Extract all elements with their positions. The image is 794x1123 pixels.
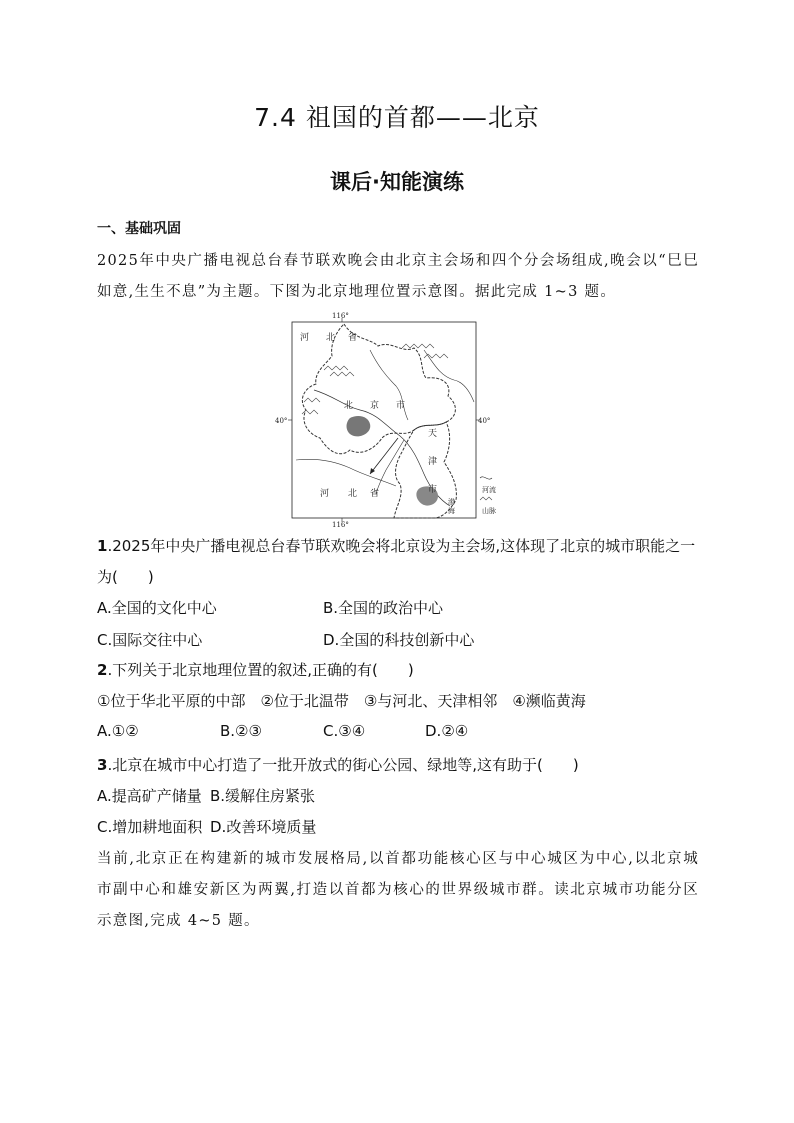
lon-label-bottom: 116° bbox=[332, 521, 349, 528]
svg-text:北: 北 bbox=[348, 489, 358, 499]
svg-text:渤: 渤 bbox=[448, 498, 455, 506]
lat-label-right: 40° bbox=[478, 417, 491, 425]
q1-option-b[interactable]: B.全国的政治中心 bbox=[323, 599, 444, 617]
svg-text:市: 市 bbox=[396, 401, 406, 411]
beijing-urban-area bbox=[347, 416, 371, 436]
q1-option-c[interactable]: C.国际交往中心 bbox=[97, 631, 203, 649]
svg-text:河: 河 bbox=[320, 489, 330, 499]
q2-statements: ①位于华北平原的中部 ②位于北温带 ③与河北、天津相邻 ④濒临黄海 bbox=[97, 692, 586, 710]
svg-text:省: 省 bbox=[348, 333, 358, 343]
page-subtitle: 课后·知能演练 bbox=[330, 170, 464, 194]
q3-option-b[interactable]: B.缓解住房紧张 bbox=[210, 787, 316, 805]
q2-option-b[interactable]: B.②③ bbox=[220, 722, 262, 740]
legend-mountain-label: 山脉 bbox=[482, 507, 496, 515]
question-1: 1.2025年中央广播电视总台春节联欢晚会将北京设为主会场,这体现了北京的城市职能之一为( ) bbox=[97, 537, 696, 586]
q2-option-a[interactable]: A.①② bbox=[97, 722, 139, 740]
q2-option-d[interactable]: D.②④ bbox=[425, 722, 469, 740]
question-2: 2.下列关于北京地理位置的叙述,正确的有( ) bbox=[97, 661, 414, 679]
intro-paragraph-2: 当前,北京正在构建新的城市发展格局,以首都功能核心区与中心城区为中心,以北京城市副中心和雄安新区为两翼,打造以首都为核心的世界级城市群。读北京城市功能分区示意图,完成 4~5 题。 bbox=[97, 851, 699, 929]
svg-text:天: 天 bbox=[428, 429, 438, 439]
svg-text:北: 北 bbox=[326, 333, 336, 343]
intro-paragraph-1: 2025年中央广播电视总台春节联欢晚会由北京主会场和四个分会场组成,晚会以“巳巳如意,生生不息”为主题。下图为北京地理位置示意图。据此完成 1~3 题。 bbox=[97, 253, 699, 300]
legend-river-symbol bbox=[480, 477, 492, 479]
svg-text:北: 北 bbox=[344, 401, 354, 411]
river-3 bbox=[296, 459, 396, 486]
svg-text:津: 津 bbox=[428, 457, 438, 467]
page-title: 7.4 祖国的首都——北京 bbox=[254, 103, 540, 132]
svg-text:海: 海 bbox=[448, 507, 455, 515]
svg-text:京: 京 bbox=[370, 401, 380, 411]
beijing-location-map bbox=[274, 310, 500, 528]
q1-option-a[interactable]: A.全国的文化中心 bbox=[97, 599, 217, 617]
svg-text:省: 省 bbox=[370, 489, 380, 499]
q3-option-a[interactable]: A.提高矿产储量 bbox=[97, 787, 202, 805]
q3-option-d[interactable]: D.改善环境质量 bbox=[210, 818, 317, 836]
svg-text:市: 市 bbox=[428, 485, 438, 495]
lon-label-top: 116° bbox=[332, 312, 349, 320]
q3-option-c[interactable]: C.增加耕地面积 bbox=[97, 818, 203, 836]
section-heading: 一、基础巩固 bbox=[97, 221, 181, 237]
legend-mountain-symbol bbox=[480, 497, 492, 500]
legend-river-label: 河流 bbox=[482, 486, 496, 494]
q2-option-c[interactable]: C.③④ bbox=[323, 722, 366, 740]
svg-text:河: 河 bbox=[300, 333, 310, 343]
lat-label-left: 40° bbox=[275, 417, 288, 425]
question-3: 3.北京在城市中心打造了一批开放式的街心公园、绿地等,这有助于( ) bbox=[97, 756, 579, 774]
q1-option-d[interactable]: D.全国的科技创新中心 bbox=[323, 631, 475, 649]
